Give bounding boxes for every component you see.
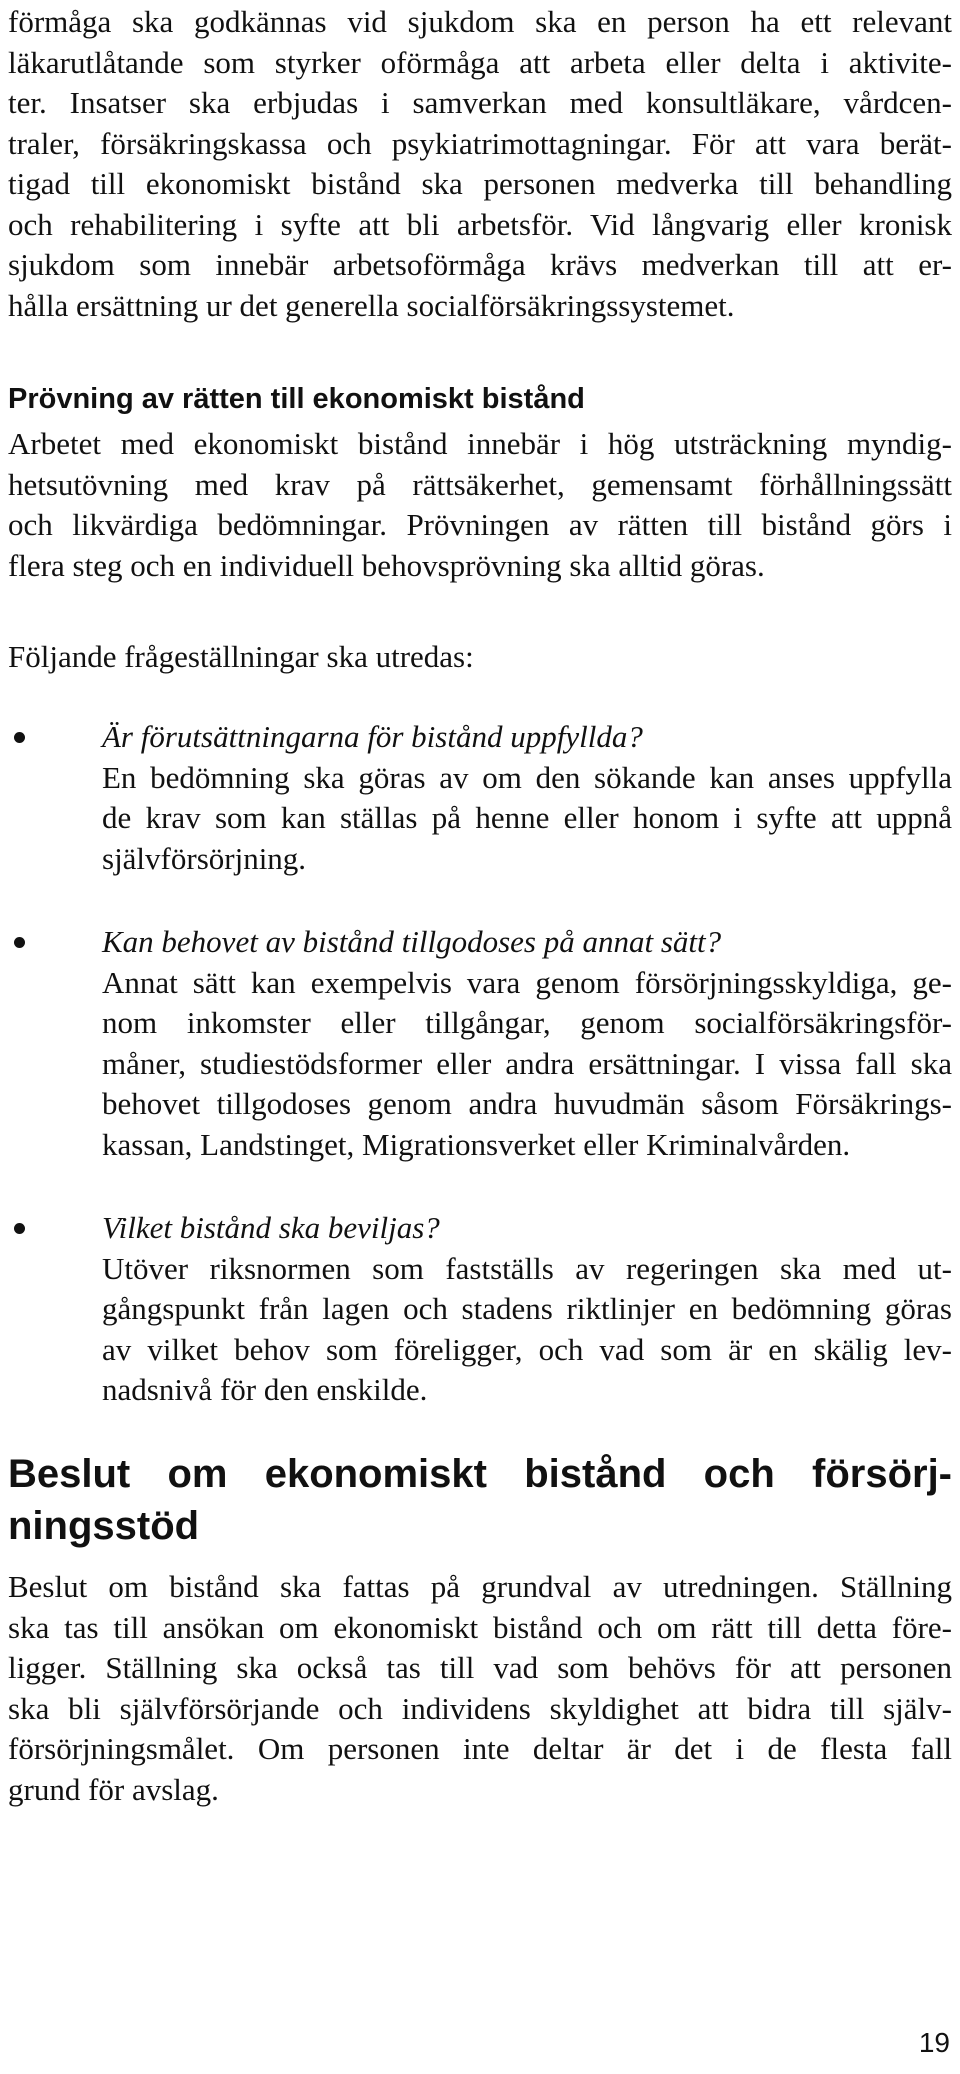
text-line: förmåga ska godkännas vid sjukdom ska en person ha ett relevant (8, 4, 952, 39)
text-line: tigad till ekonomiskt bistånd ska personen medverka till behandling (8, 166, 952, 201)
text-line: nom inkomster eller tillgångar, genom socialförsäkringsför- (102, 1005, 952, 1040)
text-line: ligger. Ställning ska också tas till vad som behövs för att personen (8, 1650, 952, 1685)
text-line: ter. Insatser ska erbjudas i samverkan med konsultläkare, vårdcen- (8, 85, 952, 120)
text-line: måner, studiestödsformer eller andra ersättningar. I vissa fall ska (102, 1045, 952, 1081)
section-heading-beslut (8, 1448, 952, 1552)
text-line: Utöver riksnormen som fastställs av regeringen ska med ut- (102, 1250, 952, 1286)
text-line: grund för avslag. (8, 1771, 219, 1807)
page-number: 19 (918, 2027, 950, 2058)
text-line: behovet tillgodoses genom andra huvudmän såsom Försäkrings- (102, 1086, 952, 1121)
text-line: läkarutlåtande som styrker oförmåga att arbeta eller delta i aktivite- (8, 44, 952, 80)
text-line: av vilket behov som föreligger, och vad som är en skälig lev- (102, 1331, 952, 1367)
text-line: ska bli självförsörjande och individens skyldighet att bidra till själv- (8, 1690, 952, 1726)
heading-line: Beslut om ekonomiskt bistånd och försörj- (8, 1452, 952, 1496)
bullet-item-forutsattningar (102, 717, 952, 879)
section-heading-provning: Prövning av rätten till ekonomiskt bistånd (8, 383, 585, 415)
text-line: hålla ersättning ur det generella socialförsäkringssystemet. (8, 287, 735, 323)
paragraph-fragestallningar (8, 637, 952, 678)
text-line: Beslut om bistånd ska fattas på grundval av utredningen. Ställning (8, 1569, 952, 1604)
text-line: traler, försäkringskassa och psykiatrimottagningar. För att vara berät- (8, 125, 952, 161)
bullet-title: Vilket bistånd ska beviljas? (102, 1210, 440, 1245)
text-line: nadsnivå för den enskilde. (102, 1372, 428, 1407)
bullet-icon (14, 732, 25, 743)
bullet-item-annat-satt (102, 922, 952, 1165)
text-line: En bedömning ska göras av om den sökande kan anses uppfylla (102, 759, 952, 795)
bullet-icon (14, 1223, 25, 1234)
bullet-title: Är förutsättningarna för bistånd uppfyllda? (102, 719, 643, 754)
text-line: hetsutövning med krav på rättsäkerhet, gemensamt förhållningssätt (8, 466, 952, 502)
text-line: Arbetet med ekonomiskt bistånd innebär i hög utsträckning myndig- (8, 426, 952, 461)
bullet-title: Kan behovet av bistånd tillgodoses på annat sätt? (102, 924, 722, 959)
text-line: Annat sätt kan exempelvis vara genom försörjningsskyldiga, ge- (102, 964, 952, 1000)
bullet-item-vilket-bistand (102, 1208, 952, 1411)
text-line: försörjningsmålet. Om personen inte deltar är det i de flesta fall (8, 1731, 952, 1766)
text-line: kassan, Landstinget, Migrationsverket eller Kriminalvården. (102, 1126, 851, 1162)
bullet-icon (14, 937, 25, 948)
text-line: sjukdom som innebär arbetsoförmåga krävs medverkan till att er- (8, 247, 952, 282)
text-line: ska tas till ansökan om ekonomiskt bistånd och om rätt till detta före- (8, 1609, 952, 1645)
text-line: självförsörjning. (102, 840, 307, 876)
text-line: Följande frågeställningar ska utredas: (8, 639, 474, 674)
paragraph-provning (8, 424, 952, 586)
text-line: och rehabilitering i syfte att bli arbetsför. Vid långvarig eller kronisk (8, 206, 952, 242)
paragraph-intro (8, 2, 952, 326)
text-line: flera steg och en individuell behovsprövning ska alltid göras. (8, 547, 765, 583)
heading-line: ningsstöd (8, 1504, 200, 1548)
text-line: de krav som kan ställas på henne eller honom i syfte att uppnå (102, 800, 952, 835)
text-line: gångspunkt från lagen och stadens riktlinjer en bedömning göras (102, 1291, 952, 1326)
text-line: och likvärdiga bedömningar. Prövningen av rätten till bistånd görs i (8, 507, 952, 542)
paragraph-beslut (8, 1567, 952, 1810)
